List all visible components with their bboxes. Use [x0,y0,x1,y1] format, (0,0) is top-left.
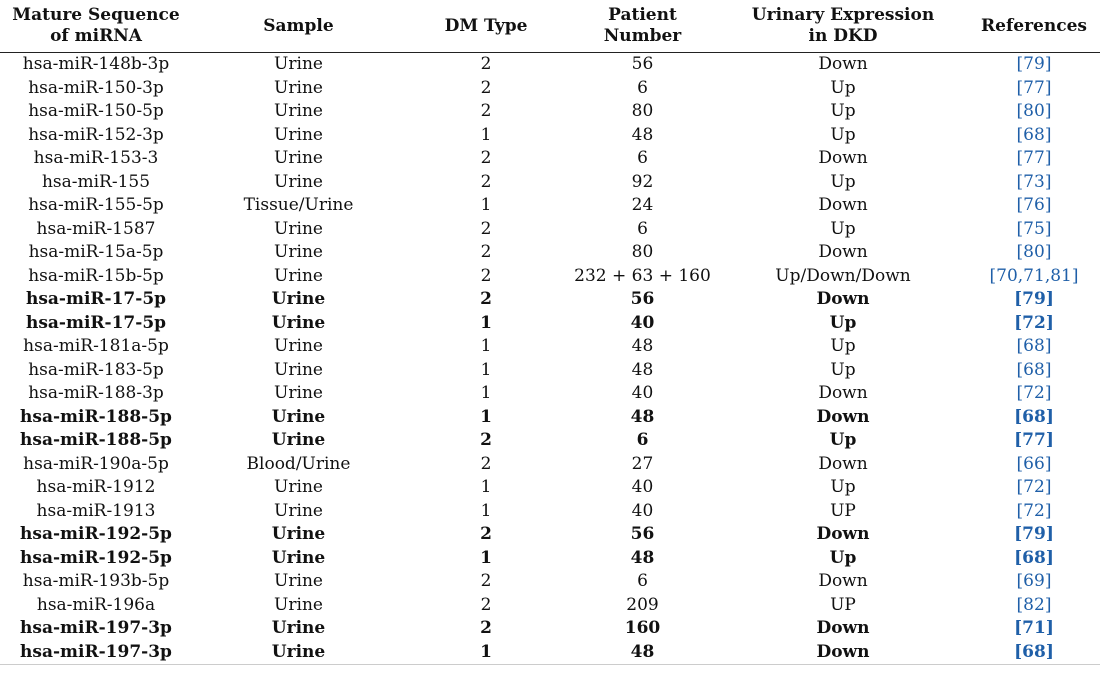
table-row [0,617,1100,641]
reference-link[interactable]: 70 [996,265,1018,286]
reference-link[interactable]: 72 [1022,312,1046,333]
cell-dm-type: 1 [480,359,492,380]
cell-mirna: hsa-miR-15a-5p [28,242,164,262]
cell-sample: Urine [271,618,326,638]
header-mature-sequence: Mature Sequence of miRNA [0,0,192,53]
cell-patient-number: 40 [630,312,655,333]
cell-mirna: hsa-miR-155 [41,171,151,192]
cell-mirna: hsa-miR-1912 [36,477,156,497]
cell-mirna: hsa-miR-150-5p [28,101,164,121]
reference-bracket-close: ] [1045,289,1054,309]
cell-dm-type: 2 [480,218,492,239]
reference-bracket-close: ] [1044,242,1052,262]
cell-sample: Urine [271,547,326,568]
cell-sample: Urine [274,336,323,356]
cell-patient-number: 6 [637,218,648,239]
reference-bracket-open: [ [1016,571,1024,591]
cell-sample: Urine [271,312,326,333]
cell-sample: Tissue/Urine [243,195,354,215]
reference-bracket-close: ] [1044,336,1052,356]
cell-sample: Blood/Urine [246,453,351,474]
cell-patient-number: 92 [631,171,654,192]
reference-separator: , [1017,265,1024,286]
table-row [0,476,1100,500]
cell-references [968,617,1100,641]
cell-sample: Urine [274,359,323,380]
reference-bracket-open: [ [1014,618,1023,638]
table-row [0,312,1100,336]
table-row [0,523,1100,547]
cell-mirna: hsa-miR-17-5p [25,289,167,309]
reference-link[interactable]: 77 [1022,430,1046,450]
cell-references [968,124,1100,148]
cell-sample: Urine [192,641,405,665]
cell-mirna: hsa-miR-153-3 [33,148,159,168]
reference-bracket-close: ] [1045,406,1054,427]
cell-references [968,194,1100,218]
cell-references [968,218,1100,242]
cell-mirna: hsa-miR-188-5p [20,406,172,427]
cell-dm-type: 1 [405,641,567,665]
cell-mirna: hsa-miR-181a-5p [23,336,169,356]
reference-bracket-close: ] [1045,618,1054,638]
header-row [0,0,1100,53]
cell-urinary-expression: Down [818,453,868,474]
cell-references [968,53,1100,77]
cell-urinary-expression: Up [830,124,856,145]
table-row [0,171,1100,195]
cell-dm-type: 2 [480,242,492,262]
cell-urinary-expression: Down [818,195,868,215]
reference-bracket-close: ] [1044,195,1052,215]
reference-link[interactable]: 76 [1023,195,1045,215]
cell-patient-number: 232 + 63 + 160 [574,265,711,286]
cell-sample: Urine [274,594,323,615]
reference-bracket-close: ] [1044,77,1052,98]
cell-sample: Urine [274,54,323,74]
header-patient-number: Patient Number [567,0,718,53]
reference-bracket-close: ] [1044,124,1052,145]
cell-mirna: hsa-miR-148b-3p [22,54,170,74]
cell-sample: Urine [271,406,326,427]
reference-bracket-open: [ [1016,54,1024,74]
cell-urinary-expression: Down [816,406,870,427]
reference-bracket-open: [ [1016,124,1024,145]
cell-mirna: hsa-miR-197-3p [20,618,172,638]
table-row [0,500,1100,524]
cell-sample: Urine [271,430,326,450]
table-row [0,594,1100,618]
header-dm-type: DM Type [405,0,567,53]
table-row [0,406,1100,430]
cell-dm-type: 2 [480,265,492,286]
reference-bracket-close: ] [1044,54,1052,74]
table-row [0,265,1100,289]
reference-bracket-close: ] [1044,594,1052,615]
cell-dm-type: 2 [480,571,492,591]
cell-references [968,147,1100,171]
cell-references [968,288,1100,312]
cell-patient-number: 160 [624,618,661,638]
reference-link[interactable]: 79 [1022,524,1046,544]
cell-sample: Urine [274,171,323,192]
cell-patient-number: 56 [631,54,654,74]
table-row [0,429,1100,453]
reference-bracket-open: [ [1016,77,1024,98]
cell-references [968,241,1100,265]
cell-dm-type: 2 [480,148,492,168]
reference-bracket-close: ] [1044,218,1052,239]
cell-dm-type: 1 [480,124,492,145]
cell-sample: Urine [274,101,323,121]
reference-bracket-open: [ [1014,641,1023,662]
reference-link[interactable]: 80 [1023,242,1045,262]
cell-patient-number: 80 [631,242,654,262]
cell-patient-number: 24 [631,195,654,215]
cell-dm-type: 2 [480,453,492,474]
reference-bracket-close: ] [1045,547,1054,568]
cell-references [968,476,1100,500]
reference-bracket-close: ] [1045,524,1054,544]
reference-link[interactable]: 68 [1023,359,1045,380]
reference-bracket-close: ] [1044,571,1052,591]
reference-bracket-open: [ [1016,453,1024,474]
cell-urinary-expression: Up/Down/Down [775,265,911,286]
cell-urinary-expression: Down [818,54,868,74]
reference-link[interactable]: 79 [1022,289,1046,309]
cell-references [968,265,1100,289]
table-row [0,218,1100,242]
cell-mirna: hsa-miR-193b-5p [22,571,170,591]
reference-bracket-open: [ [1014,289,1023,309]
cell-urinary-expression: UP [830,594,856,615]
table-header [0,0,1100,53]
cell-references [968,335,1100,359]
cell-patient-number: 27 [631,453,654,474]
cell-patient-number: 48 [631,359,654,380]
reference-bracket-close: ] [1044,148,1052,168]
cell-sample: Urine [271,524,326,544]
reference-link[interactable]: 82 [1023,594,1045,615]
cell-patient-number: 48 [631,124,654,145]
cell-references [968,500,1100,524]
cell-mirna: hsa-miR-188-3p [28,383,164,403]
cell-dm-type: 1 [480,195,492,215]
reference-bracket-open: [ [1016,148,1024,168]
table-row [0,100,1100,124]
cell-references [968,382,1100,406]
reference-link[interactable]: 72 [1023,500,1045,521]
cell-references [968,523,1100,547]
reference-bracket-close: ] [1045,430,1054,450]
cell-dm-type: 2 [480,430,492,450]
cell-urinary-expression: UP [830,500,856,521]
reference-bracket-open: [ [1016,195,1024,215]
cell-mirna: hsa-miR-15b-5p [28,265,164,286]
reference-link[interactable]: 73 [1023,171,1045,192]
cell-mirna: hsa-miR-197-3p [0,641,192,665]
cell-urinary-expression: Up [830,171,856,192]
cell-urinary-expression: Down [816,524,870,544]
cell-mirna: hsa-miR-192-5p [20,547,172,568]
reference-link[interactable]: 68 [1022,406,1046,427]
header-urinary-expression: Urinary Expression in DKD [718,0,968,53]
cell-mirna: hsa-miR-196a [36,594,156,615]
cell-urinary-expression: Up [830,218,856,239]
cell-references [968,312,1100,336]
reference-bracket-open: [ [1016,242,1024,262]
reference-bracket-open: [ [1014,524,1023,544]
reference-link[interactable]: 68 [1023,124,1045,145]
cell-patient-number: 48 [631,336,654,356]
reference-bracket-close: ] [1071,265,1079,286]
cell-sample: Urine [274,383,323,403]
cell-dm-type: 1 [480,477,492,497]
cell-urinary-expression: Up [829,312,857,333]
reference-bracket-close: ] [1044,500,1052,521]
reference-link[interactable]: 77 [1023,148,1045,168]
cell-urinary-expression: Down [818,383,868,403]
table-row [0,359,1100,383]
cell-sample: Urine [271,289,326,309]
cell-urinary-expression: Up [829,547,857,568]
cell-dm-type: 2 [480,594,492,615]
cell-urinary-expression: Down [816,618,870,638]
reference-bracket-open: [ [1014,430,1023,450]
header-sample: Sample [192,0,405,53]
cell-mirna: hsa-miR-152-3p [28,124,164,145]
cell-mirna: hsa-miR-150-3p [28,77,164,98]
cell-patient-number: 48 [567,641,718,665]
cell-patient-number: 48 [630,547,655,568]
table-row [0,641,1100,665]
reference-bracket-open: [ [1016,218,1024,239]
cell-sample: Urine [274,242,323,262]
reference-link[interactable]: 66 [1023,453,1045,474]
reference-bracket-open: [ [1016,383,1024,403]
reference-link[interactable]: 81 [1050,265,1072,286]
reference-link[interactable]: 79 [1023,54,1045,74]
cell-patient-number: 40 [631,477,654,497]
reference-bracket-close: ] [1044,383,1052,403]
cell-sample: Urine [274,571,323,591]
table-row [0,77,1100,101]
reference-link[interactable]: 68 [1022,641,1046,662]
table-row [0,570,1100,594]
cell-references [968,453,1100,477]
reference-link[interactable]: 71 [1023,265,1045,286]
cell-dm-type: 2 [480,171,492,192]
table-row [0,147,1100,171]
reference-bracket-open: [ [1016,171,1024,192]
table-row [0,241,1100,265]
cell-references [968,570,1100,594]
cell-urinary-expression: Up [829,430,857,450]
cell-references [968,547,1100,571]
reference-link[interactable]: 77 [1023,77,1045,98]
reference-link[interactable]: 68 [1023,336,1045,356]
cell-urinary-expression: Up [830,477,856,497]
cell-mirna: hsa-miR-192-5p [20,524,172,544]
cell-references [968,100,1100,124]
table-row [0,53,1100,77]
cell-patient-number: 48 [630,406,655,427]
cell-dm-type: 2 [480,524,492,544]
reference-bracket-close: ] [1044,359,1052,380]
reference-bracket-close: ] [1045,312,1054,333]
cell-dm-type: 2 [480,77,492,98]
cell-patient-number: 56 [630,289,655,309]
cell-urinary-expression: Down [818,571,868,591]
cell-dm-type: 1 [480,406,492,427]
cell-urinary-expression: Up [830,101,856,121]
cell-urinary-expression: Down [818,242,868,262]
header-references: References [968,0,1100,53]
table-body [0,53,1100,665]
table-row [0,382,1100,406]
cell-patient-number: 40 [631,383,654,403]
table-row [0,124,1100,148]
cell-urinary-expression: Down [718,641,968,665]
reference-link[interactable]: 69 [1023,571,1045,591]
cell-patient-number: 6 [637,571,648,591]
reference-bracket-close: ] [1044,101,1052,121]
cell-dm-type: 1 [480,312,492,333]
reference-bracket-open: [ [1016,359,1024,380]
cell-mirna: hsa-miR-190a-5p [23,453,169,474]
reference-bracket-open: [ [1016,477,1024,497]
cell-patient-number: 40 [631,500,654,521]
reference-bracket-close: ] [1044,453,1052,474]
cell-sample: Urine [274,148,323,168]
cell-dm-type: 2 [480,618,492,638]
cell-mirna: hsa-miR-1587 [36,218,156,239]
reference-bracket-open: [ [1014,312,1023,333]
cell-sample: Urine [274,77,323,98]
reference-link[interactable]: 71 [1022,618,1046,638]
table-row [0,335,1100,359]
reference-bracket-open: [ [1014,547,1023,568]
reference-bracket-open: [ [1016,594,1024,615]
cell-dm-type: 1 [480,383,492,403]
cell-patient-number: 6 [637,77,648,98]
cell-mirna: hsa-miR-188-5p [20,430,172,450]
cell-references [968,429,1100,453]
cell-sample: Urine [274,477,323,497]
cell-urinary-expression: Up [830,336,856,356]
cell-sample: Urine [274,124,323,145]
table-row [0,453,1100,477]
reference-bracket-close: ] [1044,477,1052,497]
cell-patient-number: 209 [626,594,659,615]
cell-mirna: hsa-miR-1913 [36,500,156,521]
table-row [0,288,1100,312]
cell-references [968,641,1100,665]
cell-urinary-expression: Up [830,359,856,380]
reference-bracket-open: [ [1014,406,1023,427]
cell-dm-type: 2 [480,289,492,309]
reference-bracket-open: [ [1016,101,1024,121]
cell-patient-number: 80 [631,101,654,121]
cell-references [968,77,1100,101]
cell-dm-type: 2 [480,54,492,74]
cell-dm-type: 1 [480,336,492,356]
reference-bracket-open: [ [989,265,997,286]
cell-mirna: hsa-miR-155-5p [28,195,164,215]
cell-references [968,359,1100,383]
cell-dm-type: 2 [480,101,492,121]
cell-references [968,406,1100,430]
table-row [0,194,1100,218]
cell-urinary-expression: Down [816,289,870,309]
reference-bracket-open: [ [1016,336,1024,356]
cell-sample: Urine [274,218,323,239]
reference-link[interactable]: 68 [1022,547,1046,568]
reference-link[interactable]: 72 [1023,383,1045,403]
reference-separator: , [1044,265,1051,286]
reference-bracket-close: ] [1044,171,1052,192]
cell-references [968,171,1100,195]
cell-mirna: hsa-miR-17-5p [25,312,167,333]
reference-link[interactable]: 80 [1023,101,1045,121]
reference-link[interactable]: 75 [1023,218,1045,239]
cell-sample: Urine [274,500,323,521]
cell-patient-number: 56 [630,524,655,544]
cell-dm-type: 1 [480,500,492,521]
reference-link[interactable]: 72 [1023,477,1045,497]
cell-urinary-expression: Down [818,148,868,168]
cell-urinary-expression: Up [830,77,856,98]
cell-sample: Urine [274,265,323,286]
cell-patient-number: 6 [636,430,649,450]
table-row [0,547,1100,571]
cell-dm-type: 1 [480,547,492,568]
reference-bracket-open: [ [1016,500,1024,521]
reference-bracket-close: ] [1045,641,1054,662]
cell-references [968,594,1100,618]
cell-patient-number: 6 [637,148,648,168]
cell-mirna: hsa-miR-183-5p [28,359,164,380]
